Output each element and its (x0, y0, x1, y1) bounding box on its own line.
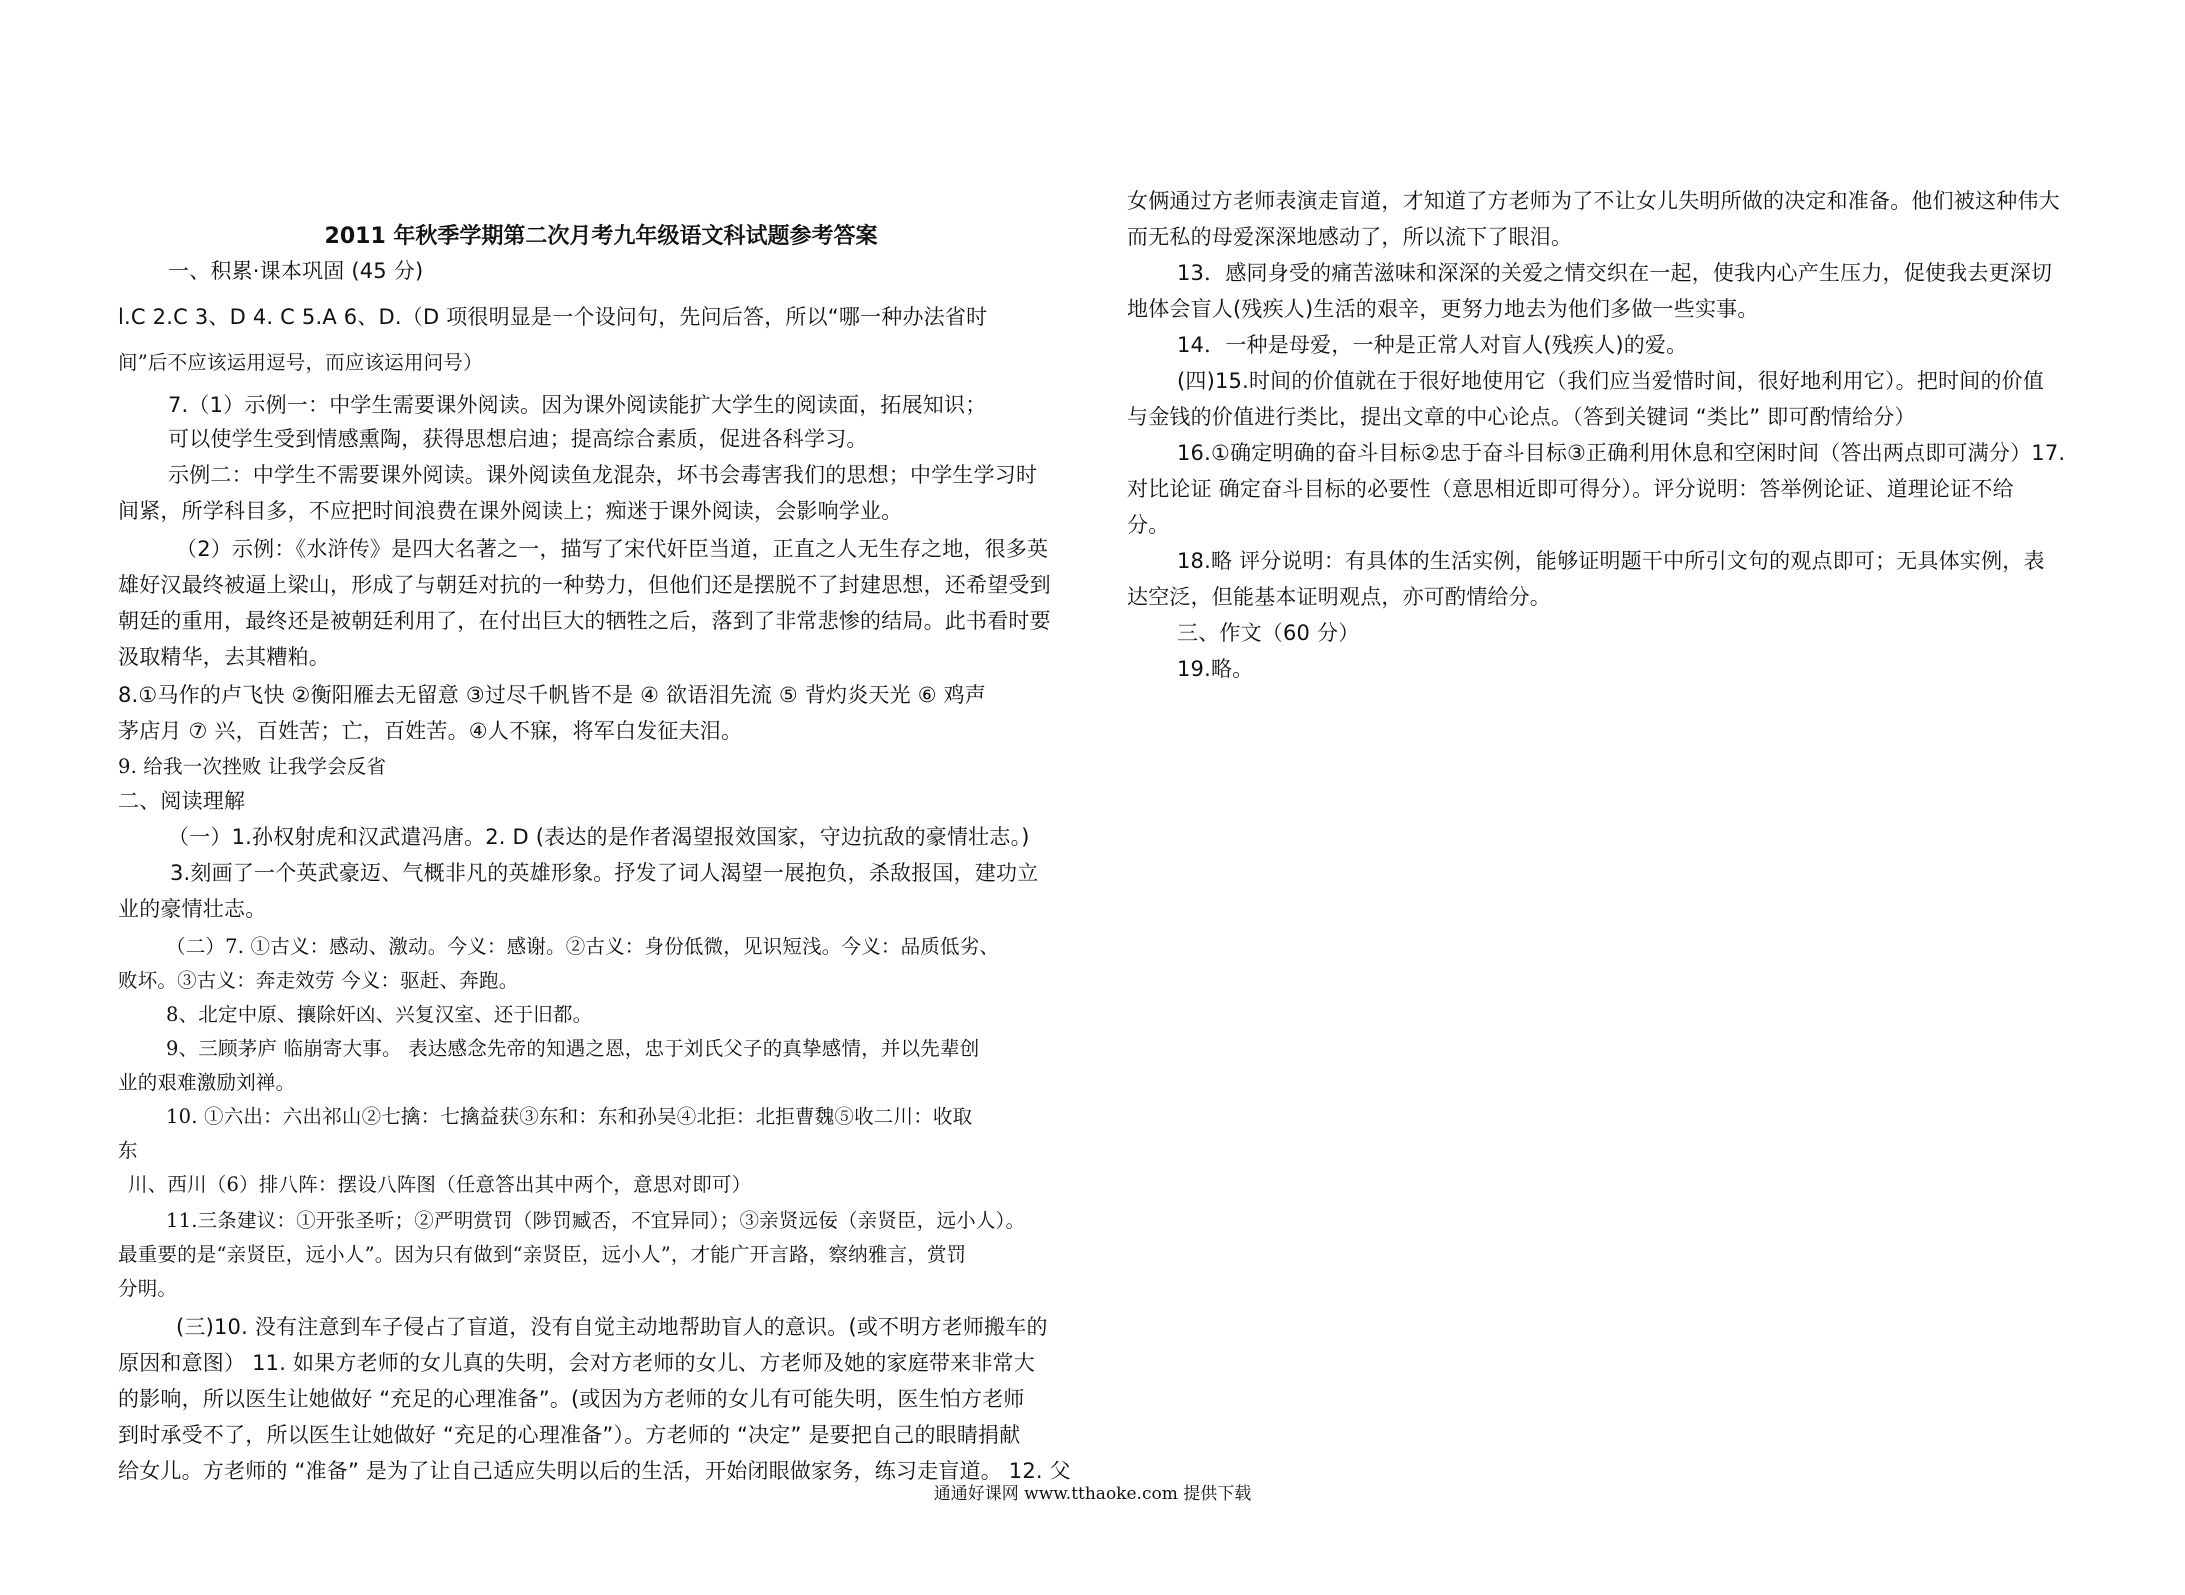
answer-line: 9、三顾茅庐 临崩寄大事。 表达感念先帝的知遇之恩，忠于刘氏父子的真挚感情，并以先辈创 (166, 1037, 980, 1060)
answer-line: 8、北定中原、攘除奸凶、兴复汉室、还于旧都。 (166, 1003, 593, 1026)
answer-line: 分。 (1127, 513, 1170, 537)
answer-line: 8.①马作的卢飞快 ②衡阳雁去无留意 ③过尽千帆皆不是 ④ 欲语泪先流 ⑤ 背灼炎天光 ⑥ 鸡声 (118, 683, 986, 707)
answer-line: 给女儿。方老师的 “准备” 是为了让自己适应失明以后的生活，开始闭眼做家务，练习走盲道。 12. 父 (118, 1459, 1071, 1483)
answer-line: 业的豪情壮志。 (118, 897, 267, 921)
answer-line: (四)15.时间的价值就在于很好地使用它（我们应当爱惜时间，很好地利用它）。把时间的价值 (1177, 369, 2045, 393)
answer-line: 地体会盲人(残疾人)生活的艰辛，更努力地去为他们多做一些实事。 (1127, 297, 1759, 321)
answer-line: 东 (118, 1139, 138, 1162)
page-footer: 通通好课网 www.tthaoke.com 提供下载 (933, 1484, 1252, 1504)
answer-line: 与金钱的价值进行类比，提出文章的中心论点。（答到关键词 “类比” 即可酌情给分） (1127, 405, 1916, 429)
answer-line: 14．一种是母爱，一种是正常人对盲人(残疾人)的爱。 (1177, 333, 1688, 357)
answer-line: 败坏。③古义：奔走效劳 今义：驱赶、奔跑。 (118, 969, 519, 992)
answer-line: 最重要的是“亲贤臣，远小人”。因为只有做到“亲贤臣，远小人”，才能广开言路，察纳雅言，赏罚 (118, 1243, 967, 1266)
answer-line: 对比论证 确定奋斗目标的必要性（意思相近即可得分）。评分说明：答举例论证、道理论证不给 (1127, 477, 2014, 501)
answer-line: （2）示例：《水浒传》是四大名著之一，描写了宋代奸臣当道，正直之人无生存之地，很多英 (176, 537, 1049, 561)
answer-line: 7.（1）示例一：中学生需要课外阅读。因为课外阅读能扩大学生的阅读面，拓展知识； (168, 393, 987, 417)
answer-line: 11.三条建议：①开张圣听；②严明赏罚（陟罚臧否，不宜异同）；③亲贤远佞（亲贤臣，远小人）。 (166, 1209, 1026, 1232)
answer-line: 18.略 评分说明：有具体的生活实例，能够证明题干中所引文句的观点即可；无具体实例，表 (1177, 549, 2045, 573)
answer-line: 川、西川（6）排八阵：摆设八阵图（任意答出其中两个，意思对即可） (128, 1173, 752, 1196)
section-heading: 三、作文（60 分） (1177, 621, 1360, 645)
answer-line: 9. 给我一次挫败 让我学会反省 (118, 755, 387, 778)
answer-line: 业的艰难激励刘禅。 (118, 1071, 296, 1094)
section-heading: 一、积累·课本巩固 (45 分) (168, 259, 424, 283)
answer-line: （二）7. ①古义：感动、激动。今义：感谢。②古义：身份低微，见识短浅。今义：品质低劣、 (166, 935, 1000, 958)
page-title: 2011 年秋季学期第二次月考九年级语文科试题参考答案 (324, 224, 878, 249)
answer-line: 汲取精华，去其糟粕。 (118, 645, 330, 669)
answer-line: 可以使学生受到情感熏陶，获得思想启迪；提高综合素质，促进各科学习。 (168, 427, 868, 451)
answer-line: 3.刻画了一个英武豪迈、气概非凡的英雄形象。抒发了词人渴望一展抱负，杀敌报国，建功立 (170, 861, 1039, 885)
answer-line: 间紧，所学科目多，不应把时间浪费在课外阅读上；痴迷于课外阅读，会影响学业。 (118, 499, 903, 523)
answer-line: 茅店月 ⑦ 兴，百姓苦；亡，百姓苦。④人不寐，将军白发征夫泪。 (118, 719, 743, 743)
section-heading: 二、阅读理解 (118, 789, 246, 813)
answer-line: 分明。 (118, 1277, 178, 1300)
answer-line: 10. ①六出：六出祁山②七擒：七擒益获③东和：东和孙吴④北拒：北拒曹魏⑤收二川：收取 (166, 1105, 973, 1128)
answer-line: 而无私的母爱深深地感动了，所以流下了眼泪。 (1127, 225, 1573, 249)
answer-line: 原因和意图） 11. 如果方老师的女儿真的失明，会对方老师的女儿、方老师及她的家庭带来非常大 (118, 1351, 1035, 1375)
answer-line: 雄好汉最终被逼上梁山，形成了与朝廷对抗的一种势力，但他们还是摆脱不了封建思想，还希望受到 (118, 573, 1051, 597)
answer-line: 示例二：中学生不需要课外阅读。课外阅读鱼龙混杂，坏书会毒害我们的思想；中学生学习时 (168, 463, 1038, 487)
answer-line: (三)10. 没有注意到车子侵占了盲道，没有自觉主动地帮助盲人的意识。(或不明方老师搬车的 (176, 1315, 1048, 1339)
answer-line: 16.①确定明确的奋斗目标②忠于奋斗目标③正确利用休息和空闲时间（答出两点即可满分）17. (1177, 441, 2066, 465)
answer-line: （一）1.孙权射虎和汉武遣冯唐。2. D (表达的是作者渴望报效国家，守边抗敌的豪情壮志。) (168, 825, 1030, 849)
answer-line: 13．感同身受的痛苦滋味和深深的关爱之情交织在一起，使我内心产生压力，促使我去更深切 (1177, 261, 2053, 285)
answer-line: 女俩通过方老师表演走盲道，才知道了方老师为了不让女儿失明所做的决定和准备。他们被这种伟大 (1127, 189, 2060, 213)
answer-line: 达空泛，但能基本证明观点，亦可酌情给分。 (1127, 585, 1551, 609)
answer-line: 到时承受不了，所以医生让她做好 “充足的心理准备”）。方老师的 “决定” 是要把自己的眼睛捐献 (118, 1423, 1021, 1447)
answer-line: 朝廷的重用，最终还是被朝廷利用了，在付出巨大的牺牲之后，落到了非常悲惨的结局。此书看时要 (118, 609, 1051, 633)
answer-line: 19.略。 (1177, 657, 1254, 681)
answer-line: l.C 2.C 3、D 4. C 5.A 6、D.（D 项很明显是一个设问句，先问后答，所以“哪一种办法省时 (118, 305, 988, 329)
answer-line: 的影响，所以医生让她做好 “充足的心理准备”。(或因为方老师的女儿有可能失明，医生怕方老师 (118, 1387, 1025, 1411)
answer-line: 间”后不应该运用逗号，而应该运用问号） (118, 351, 483, 374)
